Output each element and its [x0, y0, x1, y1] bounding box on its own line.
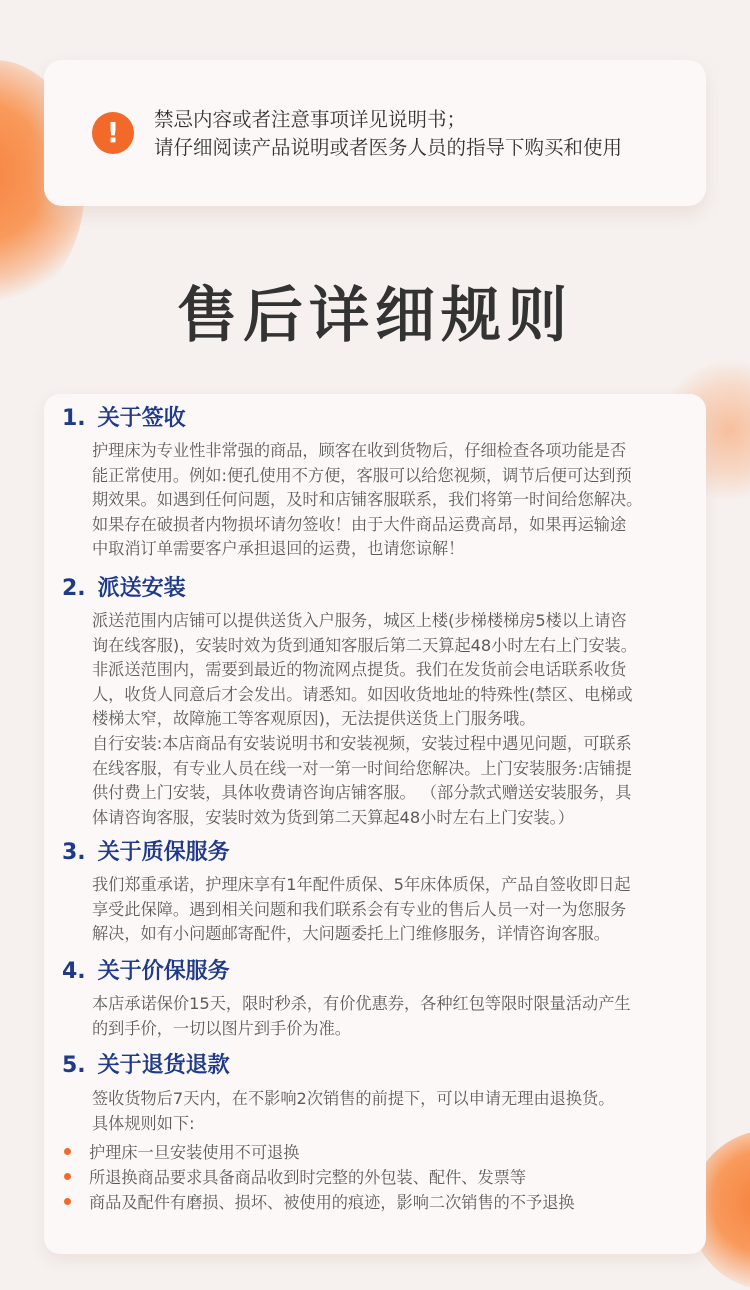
section-number: 4. — [62, 959, 86, 984]
body-line: 我们郑重承诺，护理床享有1年配件质保、5年床体质保，产品自签收即日起 — [92, 875, 631, 894]
section-body-delivery — [92, 609, 702, 830]
body-line: 具体规则如下: — [92, 1113, 195, 1133]
section-number: 3. — [62, 840, 86, 865]
body-line: 护理床为专业性非常强的商品，顾客在收到货物后，仔细检查各项功能是否 — [92, 441, 627, 460]
body-line: 解决，如有小问题邮寄配件，大问题委托上门维修服务，详情咨询客服。 — [92, 924, 610, 944]
section-number: 1. — [62, 406, 86, 431]
list-item-text: 所退换商品要求具备商品收到时完整的外包装、配件、发票等 — [89, 1168, 527, 1187]
section-body-warranty — [92, 873, 702, 947]
bullet-dot-icon — [64, 1198, 71, 1205]
section-body-returns — [92, 1087, 702, 1136]
section-heading-warranty — [62, 838, 230, 868]
body-line: 询在线客服)，安装时效为货到通知客服后第二天算起48小时左右上门安装。 — [92, 635, 637, 655]
section-number: 2. — [62, 576, 86, 601]
body-line: 如果存在破损者内物损坏请勿签收！由于大件商品运费高昂，如果再运输途 — [92, 514, 627, 534]
list-item-text: 商品及配件有磨损、损坏、被使用的痕迹，影响二次销售的不予退换 — [89, 1193, 575, 1212]
section-title: 关于签收 — [97, 406, 186, 431]
page-title: 售后详细规则 — [177, 281, 573, 351]
body-line: 在线客服，有专业人员在线一对一第一时间给您解决。上门安装服务:店铺提 — [92, 758, 632, 778]
body-line: 派送范围内店铺可以提供送货入户服务，城区上楼(步梯楼梯房5楼以上请咨 — [92, 611, 627, 630]
notice-banner — [44, 60, 706, 206]
body-line: 供付费上门安装，具体收费请咨询店铺客服。 （部分款式赠送安装服务，具 — [92, 783, 632, 803]
body-line: 签收货物后7天内，在不影响2次销售的前提下，可以申请无理由退换货。 — [92, 1089, 615, 1108]
section-body-receipt — [92, 439, 702, 562]
body-line: 期效果。如遇到任何问题，及时和店铺客服联系，我们将第一时间给您解决。 — [92, 490, 643, 510]
notice-line: 请仔细阅读产品说明或者医务人员的指导下购买和使用 — [154, 136, 623, 159]
section-title: 派送安装 — [97, 576, 186, 601]
list-item — [64, 1141, 299, 1166]
exclamation-icon: ! — [92, 112, 134, 154]
section-title: 关于价保服务 — [97, 959, 230, 984]
list-item-text: 护理床一旦安装使用不可退换 — [89, 1143, 300, 1162]
bullet-dot-icon — [64, 1173, 71, 1180]
body-line: 楼梯太窄，故障施工等客观原因)，无法提供送货上门服务哦。 — [92, 709, 536, 729]
section-number: 5. — [62, 1053, 86, 1078]
body-line: 人，收货人同意后才会发出。请悉知。如因收货地址的特殊性(禁区、电梯或 — [92, 684, 633, 704]
body-line: 中取消订单需要客户承担退回的运费，也请您谅解！ — [92, 539, 465, 559]
list-item — [64, 1166, 526, 1191]
body-line: 本店承诺保价15天，限时秒杀，有价优惠券，各种红包等限时限量活动产生 — [92, 994, 631, 1013]
section-heading-returns — [62, 1051, 230, 1081]
notice-text — [154, 106, 694, 162]
list-item — [64, 1191, 575, 1216]
body-line: 非派送范围内，需要到最近的物流网点提货。我们在发货前会电话联系收货 — [92, 660, 627, 680]
body-line: 体请咨询客服，安装时效为货到第二天算起48小时左右上门安装。） — [92, 807, 574, 827]
section-heading-receipt — [62, 404, 186, 434]
section-title: 关于退货退款 — [97, 1053, 230, 1078]
bullet-dot-icon — [64, 1148, 71, 1155]
section-heading-delivery — [62, 574, 186, 604]
notice-line: 禁忌内容或者注意事项详见说明书； — [154, 108, 467, 131]
body-line: 享受此保障。遇到相关问题和我们联系会有专业的售后人员一对一为您服务 — [92, 899, 627, 919]
body-line: 的到手价，一切以图片到手价为准。 — [92, 1018, 351, 1038]
section-body-price-protection — [92, 992, 702, 1041]
section-title: 关于质保服务 — [97, 840, 230, 865]
section-heading-price-protection — [62, 957, 230, 987]
body-line: 能正常使用。例如:便孔使用不方便，客服可以给您视频，调节后便可达到预 — [92, 465, 632, 485]
body-line: 自行安装:本店商品有安装说明书和安装视频，安装过程中遇见问题，可联系 — [92, 733, 632, 753]
